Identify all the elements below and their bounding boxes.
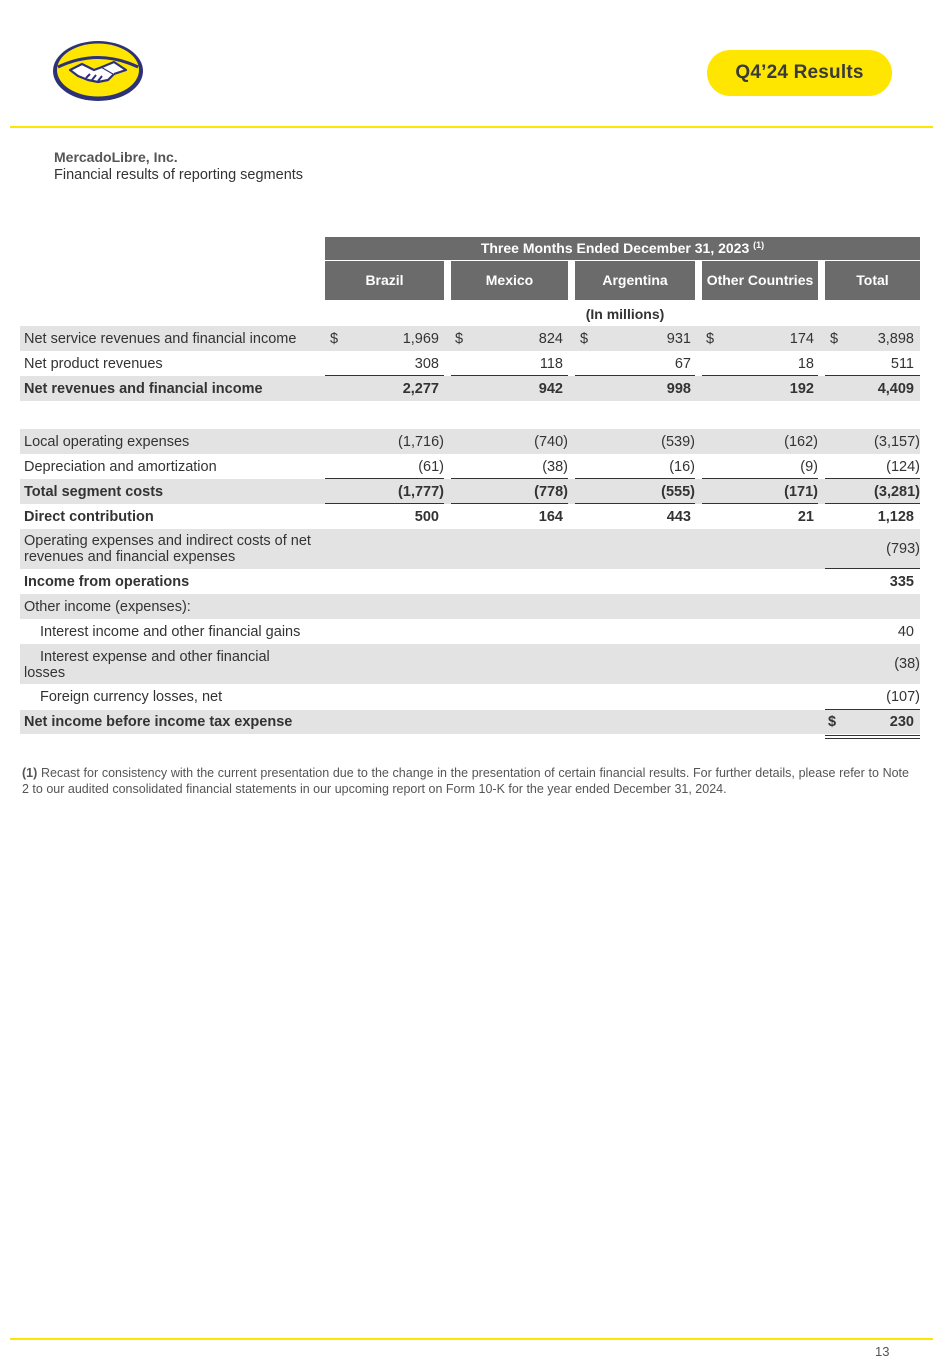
- row-label: Foreign currency losses, net: [40, 688, 223, 705]
- row-label: Net revenues and financial income: [24, 380, 263, 397]
- row-label: Local operating expenses: [24, 433, 190, 450]
- table-row: [20, 479, 920, 504]
- period-footnote-marker: (1): [753, 240, 765, 250]
- cell-argentina: (539): [661, 433, 695, 450]
- cell-brazil: 1,969: [402, 330, 439, 347]
- footnote-text: Recast for consistency with the current presentation due to the change in the presentation of certain financial results. For further details, please refer to Note 2 to our audited consolidated financial statements in our upcoming report on Form 10-K for the year ended December 31, 2024.: [22, 766, 909, 796]
- cell-other-countries: 18: [797, 355, 814, 372]
- row-label: Depreciation and amortization: [24, 458, 217, 475]
- cell-other-countries: (9): [800, 458, 818, 475]
- table-row: [20, 619, 920, 644]
- table-row: [20, 326, 920, 351]
- cell-total: 230: [889, 714, 914, 730]
- row-label: Net product revenues: [24, 355, 163, 372]
- row-label: Operating expenses and indirect costs of net revenues and financial expenses: [24, 533, 311, 565]
- table-row: [20, 376, 920, 401]
- table-row: [20, 644, 920, 684]
- cell-mexico: 824: [538, 330, 563, 347]
- footnote: [22, 765, 909, 797]
- cell-total: (3,157): [874, 433, 920, 450]
- table-row: [20, 351, 920, 376]
- cell-mexico: (740): [534, 433, 568, 450]
- cell-mexico: (38): [542, 458, 568, 475]
- cell-argentina: 67: [674, 355, 691, 372]
- cell-total: 40: [897, 623, 914, 640]
- period-header: [325, 237, 920, 260]
- cell-mexico: 164: [538, 508, 563, 525]
- units-label: (In millions): [585, 306, 665, 322]
- currency-symbol: $: [455, 330, 464, 347]
- cell-other-countries: 192: [789, 380, 814, 397]
- cell-total: (3,281): [874, 483, 920, 500]
- table-row: [20, 569, 920, 594]
- column-header-other-countries: Other Countries: [702, 261, 818, 300]
- double-rule-bottom: [825, 738, 920, 739]
- cell-total: 1,128: [877, 508, 914, 525]
- cell-mexico: (778): [534, 483, 568, 500]
- cell-brazil: 2,277: [402, 380, 439, 397]
- cell-argentina: (555): [661, 483, 695, 500]
- cell-other-countries: (162): [784, 433, 818, 450]
- cell-total: (793): [886, 541, 920, 557]
- cell-brazil: (1,716): [398, 433, 444, 450]
- cell-brazil: (61): [418, 458, 444, 475]
- column-header-argentina: Argentina: [575, 261, 695, 300]
- company-name: MercadoLibre, Inc.: [54, 149, 178, 165]
- row-label: Net service revenues and financial income: [24, 330, 297, 347]
- cell-total: 4,409: [877, 380, 914, 397]
- table-row: [20, 594, 920, 619]
- row-label-text: Interest expense and other financial losses: [24, 649, 270, 681]
- column-header-total: Total: [825, 261, 920, 300]
- cell-brazil: (1,777): [398, 483, 444, 500]
- footer-divider: [10, 1338, 933, 1340]
- row-label: [24, 644, 314, 681]
- cell-brazil: 308: [414, 355, 439, 372]
- row-label: Other income (expenses):: [24, 598, 191, 615]
- cell-other-countries: (171): [784, 483, 818, 500]
- cell-mexico: 942: [538, 380, 563, 397]
- cell-argentina: 931: [666, 330, 691, 347]
- cell-brazil: 500: [414, 508, 439, 525]
- currency-symbol: $: [830, 330, 839, 347]
- row-label: Total segment costs: [24, 483, 164, 500]
- table-row: [20, 504, 920, 529]
- table-row: [20, 684, 920, 709]
- table-row: [20, 710, 920, 734]
- column-header-mexico: Mexico: [451, 261, 568, 300]
- double-rule-top: [825, 735, 920, 736]
- cell-other-countries: 174: [789, 330, 814, 347]
- cell-argentina: 998: [666, 380, 691, 397]
- period-header-text: Three Months Ended December 31, 2023: [480, 240, 750, 256]
- document-subtitle: Financial results of reporting segments: [54, 167, 304, 183]
- row-label: Net income before income tax expense: [24, 714, 293, 730]
- mercadolibre-logo: [52, 40, 144, 102]
- cell-total: 335: [889, 573, 914, 590]
- cell-total: (107): [886, 688, 920, 705]
- cell-total: 511: [890, 355, 914, 372]
- cell-total: (124): [886, 458, 920, 475]
- cell-other-countries: 21: [797, 508, 814, 525]
- table-row: [20, 454, 920, 479]
- row-label: Income from operations: [24, 573, 190, 590]
- footnote-marker: (1): [22, 766, 38, 780]
- currency-symbol: $: [580, 330, 589, 347]
- currency-symbol: $: [706, 330, 715, 347]
- row-label: Interest income and other financial gains: [40, 623, 301, 640]
- cell-argentina: (16): [669, 458, 695, 475]
- cell-argentina: 443: [666, 508, 691, 525]
- page-number: 13: [875, 1344, 890, 1359]
- header-divider: [10, 126, 933, 128]
- table-row: [20, 429, 920, 454]
- report-badge: Q4’24 Results: [707, 50, 892, 96]
- column-header-brazil: Brazil: [325, 261, 444, 300]
- cell-mexico: 118: [539, 355, 563, 372]
- table-row: [20, 529, 920, 569]
- currency-symbol: $: [330, 330, 339, 347]
- cell-total: (38): [894, 656, 920, 672]
- currency-symbol: $: [828, 714, 837, 730]
- cell-total: 3,898: [877, 330, 914, 347]
- row-label: Direct contribution: [24, 508, 154, 525]
